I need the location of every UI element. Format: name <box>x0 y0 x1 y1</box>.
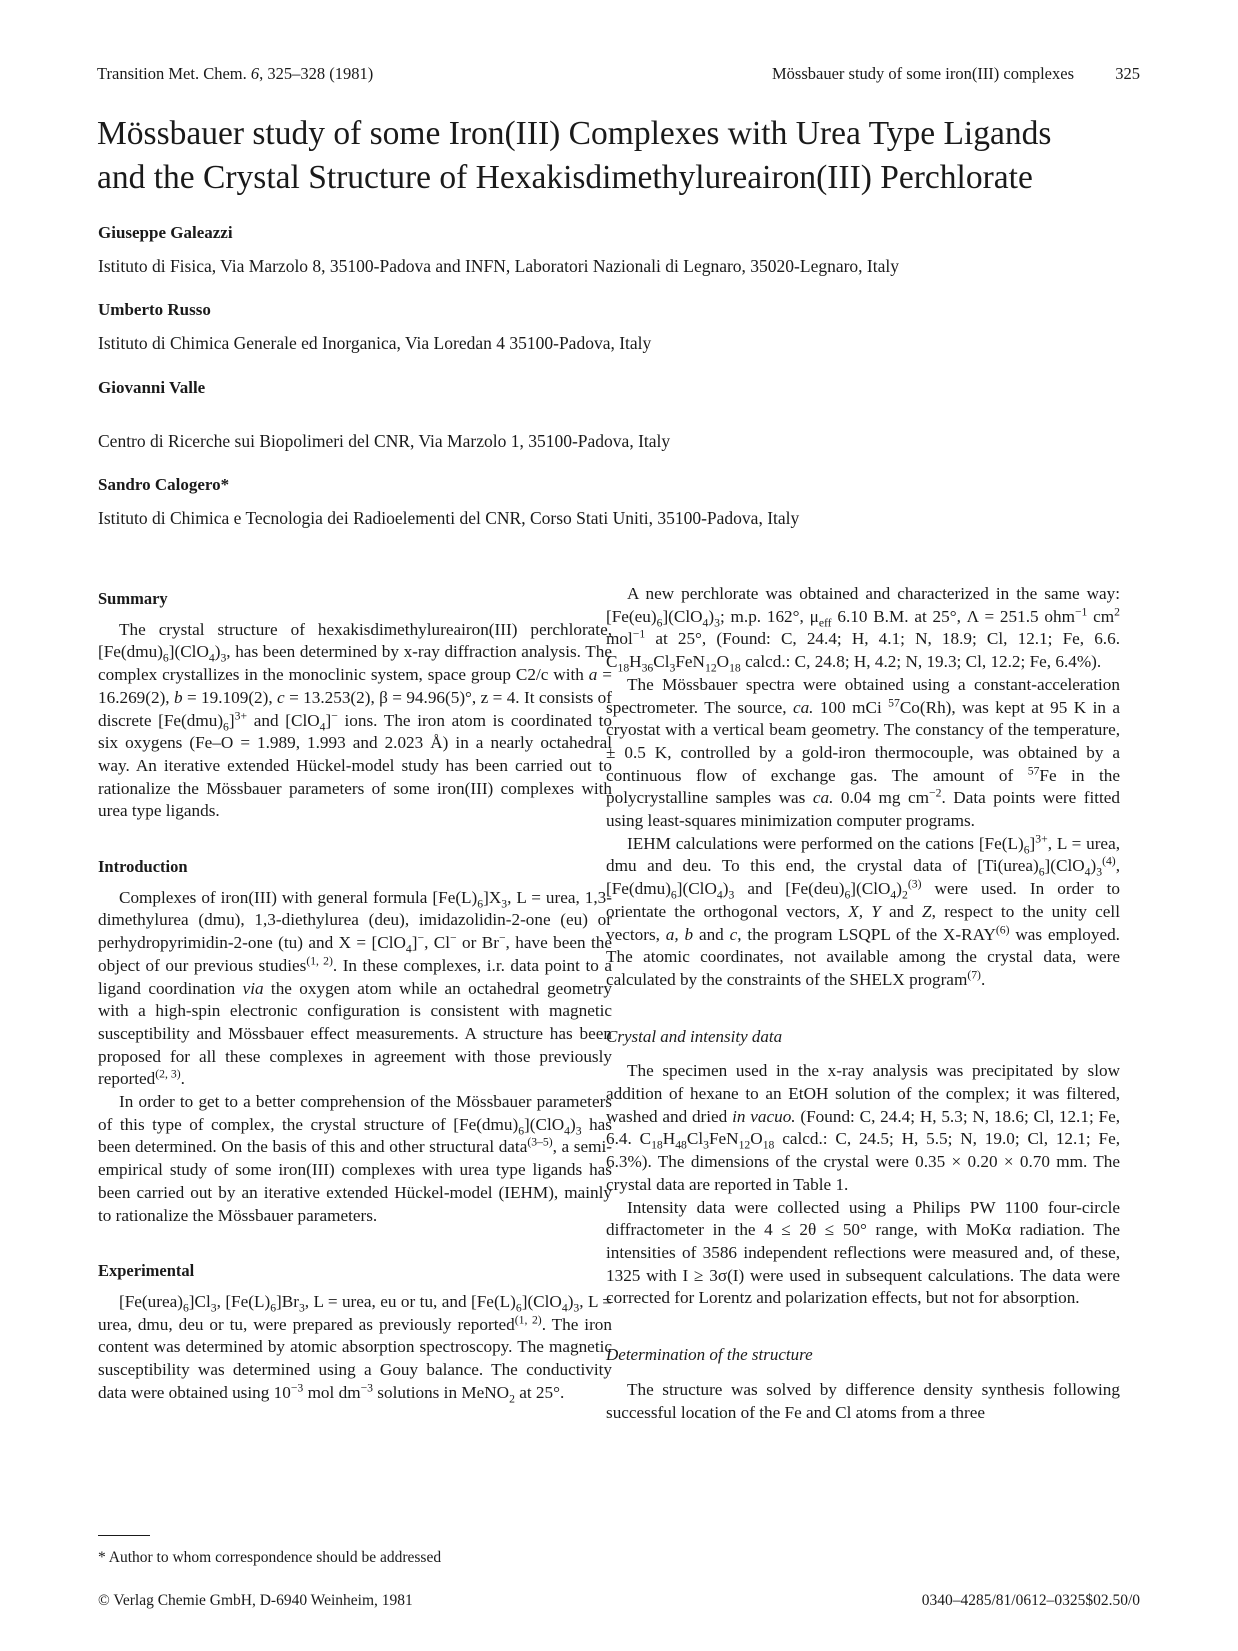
author-name: Giovanni Valle <box>98 378 206 397</box>
right-column <box>606 583 1120 1424</box>
author-name: Umberto Russo <box>98 300 211 319</box>
crystal-data-paragraph: Intensity data were collected using a Philips PW 1100 four-circle diffractometer in the 4 ≤ 2θ ≤ 50° range, with MoKα radiation. The intensities of 3586 independent reflections were measured and, of these, 1325 with I ≥ 3σ(I) were used in subsequent calculations. The data were corrected for Lorentz and polarization effects, but not for absorption. <box>606 1197 1120 1308</box>
author-affiliation: Centro di Ricerche sui Biopolimeri del CNR, Via Marzolo 1, 35100-Padova, Italy <box>98 431 671 451</box>
article-title: Mössbauer study of some Iron(III) Complexes with Urea Type Ligands and the Crystal Structure of Hexakisdimethylureairon(III) Perchlorate <box>97 115 1052 196</box>
crystal-data-paragraph: The specimen used in the x-ray analysis was precipitated by slow addition of hexane to an EtOH solution of the complex; it was filtered, washed and dried in vacuo. (Found: C, 24.4; H, 5.3; N, 18.6; Cl, 12.1; Fe, 6.4. $C_{18}H_{48}Cl_3FeN_{12}O_{18}$ calcd.: C, 24.5; H, 5.5; N, 19.0; Cl, 12.1; Fe, 6.3%). The dimensions of the crystal were 0.35 × 0.20 × 0.70 mm. The crystal data are reported in Table 1. <box>606 1061 1121 1194</box>
author-name: Sandro Calogero* <box>98 475 230 494</box>
author-name: Giuseppe Galeazzi <box>98 223 233 242</box>
introduction-paragraph: Complexes of iron(III) with general formula $[Fe(L)_6]X_3$, L = urea, 1,3-dimethylurea (dmu), 1,3-diethylurea (deu), imidazolidin-2-one (eu) or perhydropyrimidin-2-one (tu) and X = [ClO$_4$]−, Cl− or Br−, have been the object of our previous studies$^{(1, 2)}$. In these complexes, i.r. data point to a ligand coordination via the oxygen atom while an octahedral geometry with a high-spin electronic configuration is consistent with magnetic susceptibility and Mössbauer effect measurements. A structure has been proposed for all these complexes in agreement with those previously reported$^{(2, 3)}$. <box>98 887 612 1089</box>
left-column <box>98 588 612 1405</box>
experimental-paragraph: IEHM calculations were performed on the cations $[Fe(L)_6]^{3+}$, L = urea, dmu and deu. To this end, the crystal data of $[Ti(urea)_6](ClO_4)_3^{(4)}$, $[Fe(dmu)_6](ClO_4)_3$ and $[Fe(deu)_6](ClO_4)_2^{(3)}$ were used. In order to orientate the orthogonal vectors, X, Y and Z, respect to the unity cell vectors, a, b and c, the program LSQPL of the X-RAY$^{(6)}$ was employed. The atomic coordinates, not available among the crystal data, were calculated by the constraints of the SHELX program$^{(7)}$. <box>606 832 1120 989</box>
author-footnote: * Author to whom correspondence should be addressed <box>98 1549 442 1566</box>
author-affiliation: Istituto di Fisica, Via Marzolo 8, 35100-Padova and INFN, Laboratori Nazionali di Legnaro, 35020-Legnaro, Italy <box>98 256 900 276</box>
author-affiliation: Istituto di Chimica e Tecnologia dei Radioelementi del CNR, Corso Stati Uniti, 35100-Padova, Italy <box>98 508 800 528</box>
section-heading-summary: Summary <box>98 589 168 608</box>
section-heading-introduction: Introduction <box>98 857 188 877</box>
summary-paragraph: The crystal structure of hexakisdimethylureairon(III) perchlorate, $[Fe(dmu)_6](ClO_4)_3$, has been determined by x-ray diffraction analysis. The complex crystallizes in the monoclinic system, space group C2/c with a = 16.269(2), b = 19.109(2), c = 13.253(2), β = 94.96(5)°, z = 4. It consists of discrete $[Fe(dmu)_6]^{3+}$ and [ClO$_4$]− ions. The iron atom is coordinated to six oxygens (Fe–O = 1.989, 1.993 and 2.023 Å) in a nearly octahedral way. An iterative extended Hückel-model study has been carried out to rationalize the Mössbauer parameters of some iron(III) complexes with urea type ligands. <box>98 619 612 821</box>
article-code: 0340–4285/81/0612–0325$02.50/0 <box>921 1592 1140 1609</box>
section-heading-determination: Determination of the structure <box>606 1345 813 1365</box>
experimental-paragraph: The Mössbauer spectra were obtained using a constant-acceleration spectrometer. The source, ca. 100 mCi $^{57}$Co(Rh), was kept at 95 K in a cryostat with a vertical beam geometry. The constancy of the temperature, ± 0.5 K, controlled by a gold-iron thermocouple, was obtained by a continuous flow of exchange gas. The amount of $^{57}$Fe in the polycrystalline samples was ca. 0.04 mg $cm^{-2}$. Data points were fitted using least-squares minimization computer programs. <box>606 674 1121 831</box>
copyright-notice: © Verlag Chemie GmbH, D-6940 Weinheim, 1981 <box>98 1592 413 1609</box>
journal-citation: Transition Met. Chem. 6, 325–328 (1981) <box>97 64 374 83</box>
running-title: Mössbauer study of some iron(III) complexes <box>772 64 1074 83</box>
author-affiliation: Istituto di Chimica Generale ed Inorganica, Via Loredan 4 35100-Padova, Italy <box>98 333 652 353</box>
experimental-paragraph: $[Fe(urea)_6]Cl_3$, $[Fe(L)_6]Br_3$, L = urea, eu or tu, and $[Fe(L)_6](ClO_4)_3$, L = urea, dmu, deu or tu, were prepared as previously reported$^{(1, 2)}$. The iron content was determined by atomic absorption spectroscopy. The magnetic susceptibility was determined using a Gouy balance. The conductivity data were obtained using $10^{-3}$ mol $dm^{-3}$ solutions in MeNO$_2$ at 25°. <box>98 1291 612 1406</box>
footnote-rule <box>98 1535 150 1536</box>
page-number: 325 <box>1115 64 1140 83</box>
determination-paragraph: The structure was solved by difference density synthesis following successful location of the Fe and Cl atoms from a three <box>606 1379 1120 1422</box>
experimental-paragraph: A new perchlorate was obtained and characterized in the same way: $[Fe(eu)_6](ClO_4)_3$; m.p. 162°, $\mu_{eff}$ 6.10 B.M. at 25°, Λ = 251.5 ohm$^{-1}$ $cm^2$ mol$^{-1}$ at 25°, (Found: C, 24.4; H, 4.1; N, 18.9; Cl, 12.1; Fe, 6.6. $C_{18}H_{36}Cl_3FeN_{12}O_{18}$ calcd.: C, 24.8; H, 4.2; N, 19.3; Cl, 12.2; Fe, 6.4%). <box>606 584 1120 675</box>
section-heading-experimental: Experimental <box>98 1261 195 1281</box>
introduction-paragraph: In order to get to a better comprehension of the Mössbauer parameters of this type of complex, the crystal structure of $[Fe(dmu)_6](ClO_4)_3$ has been determined. On the basis of this and other structural data$^{(3-5)}$, a semi-empirical study of some iron(III) complexes with urea type ligands has been carried out by an iterative extended Hückel-model (IEHM), mainly to rationalize the Mössbauer parameters. <box>98 1092 612 1225</box>
section-heading-crystal-data: Crystal and intensity data <box>606 1026 783 1046</box>
